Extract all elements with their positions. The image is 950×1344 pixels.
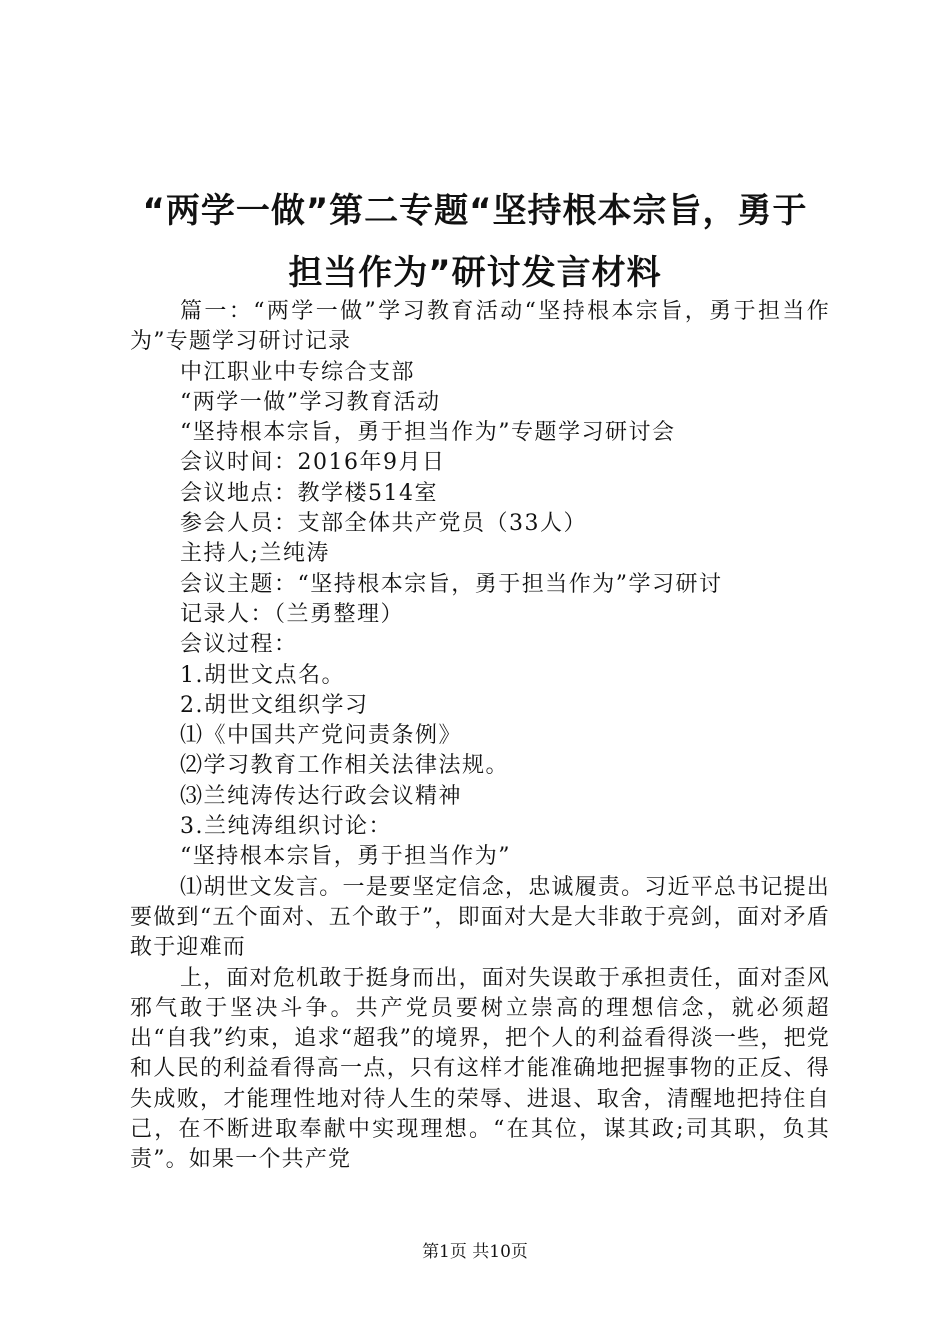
meeting-process-label: 会议过程： xyxy=(180,632,298,658)
document-body xyxy=(130,297,830,1176)
speech-paragraph-2: 上，面对危机敢于挺身而出，面对失误敢于承担责任，面对歪风邪气敢于坚决斗争。共产党员要树立崇高的理想信念，就必须超出“自我”约束，追求“超我”的境界，把个人的利益看得淡一些，把党和人民的利益看得高一点，只有这样才能准确地把握事物的正反、得失成败，才能理性地对待人生的荣辱、进退、取舍，清醒地把持住自己，在不断进取奉献中实现理想。“在其位，谋其政;司其职，负其责”。如果一个共产党 xyxy=(130,965,830,1173)
page-footer: 第1页 共10页 xyxy=(422,1242,528,1262)
section-heading: 篇一：“两学一做”学习教育活动“坚持根本宗旨，勇于担当作为”专题学习研讨记录 xyxy=(130,299,830,355)
title-line-2: 担当作为”研讨发言材料 xyxy=(288,253,662,293)
process-item-1: 1.胡世文点名。 xyxy=(180,662,345,688)
meeting-theme: 会议主题：“坚持根本宗旨，勇于担当作为”学习研讨 xyxy=(180,571,723,597)
meeting-attendees: 参会人员：支部全体共产党员（33人） xyxy=(180,511,587,537)
study-item-3: ⑶兰纯涛传达行政会议精神 xyxy=(180,783,463,809)
study-item-2: ⑵学习教育工作相关法律法规。 xyxy=(180,753,510,779)
process-item-2: 2.胡世文组织学习 xyxy=(180,692,369,718)
organization-name: 中江职业中专综合支部 xyxy=(180,359,416,385)
title-line-1: “两学一做”第二专题“坚持根本宗旨，勇于 xyxy=(142,191,808,231)
process-item-3: 3.兰纯涛组织讨论： xyxy=(180,814,392,840)
document-title xyxy=(120,180,830,304)
meeting-location: 会议地点：教学楼514室 xyxy=(180,480,438,506)
speech-paragraph-1: ⑴胡世文发言。一是要坚定信念，忠诚履责。习近平总书记提出要做到“五个面对、五个敢于”，即面对大是大非敢于亮剑，面对矛盾敢于迎难而 xyxy=(130,874,830,961)
study-item-1: ⑴《中国共产党问责条例》 xyxy=(180,723,463,749)
meeting-time: 会议时间：2016年9月日 xyxy=(180,450,446,476)
activity-name: “两学一做”学习教育活动 xyxy=(180,389,441,415)
meeting-name: “坚持根本宗旨，勇于担当作为”专题学习研讨会 xyxy=(180,420,676,446)
meeting-host: 主持人;兰纯涛 xyxy=(180,541,330,567)
discussion-topic: “坚持根本宗旨，勇于担当作为” xyxy=(180,844,511,870)
meeting-recorder: 记录人：（兰勇整理） xyxy=(180,601,405,627)
